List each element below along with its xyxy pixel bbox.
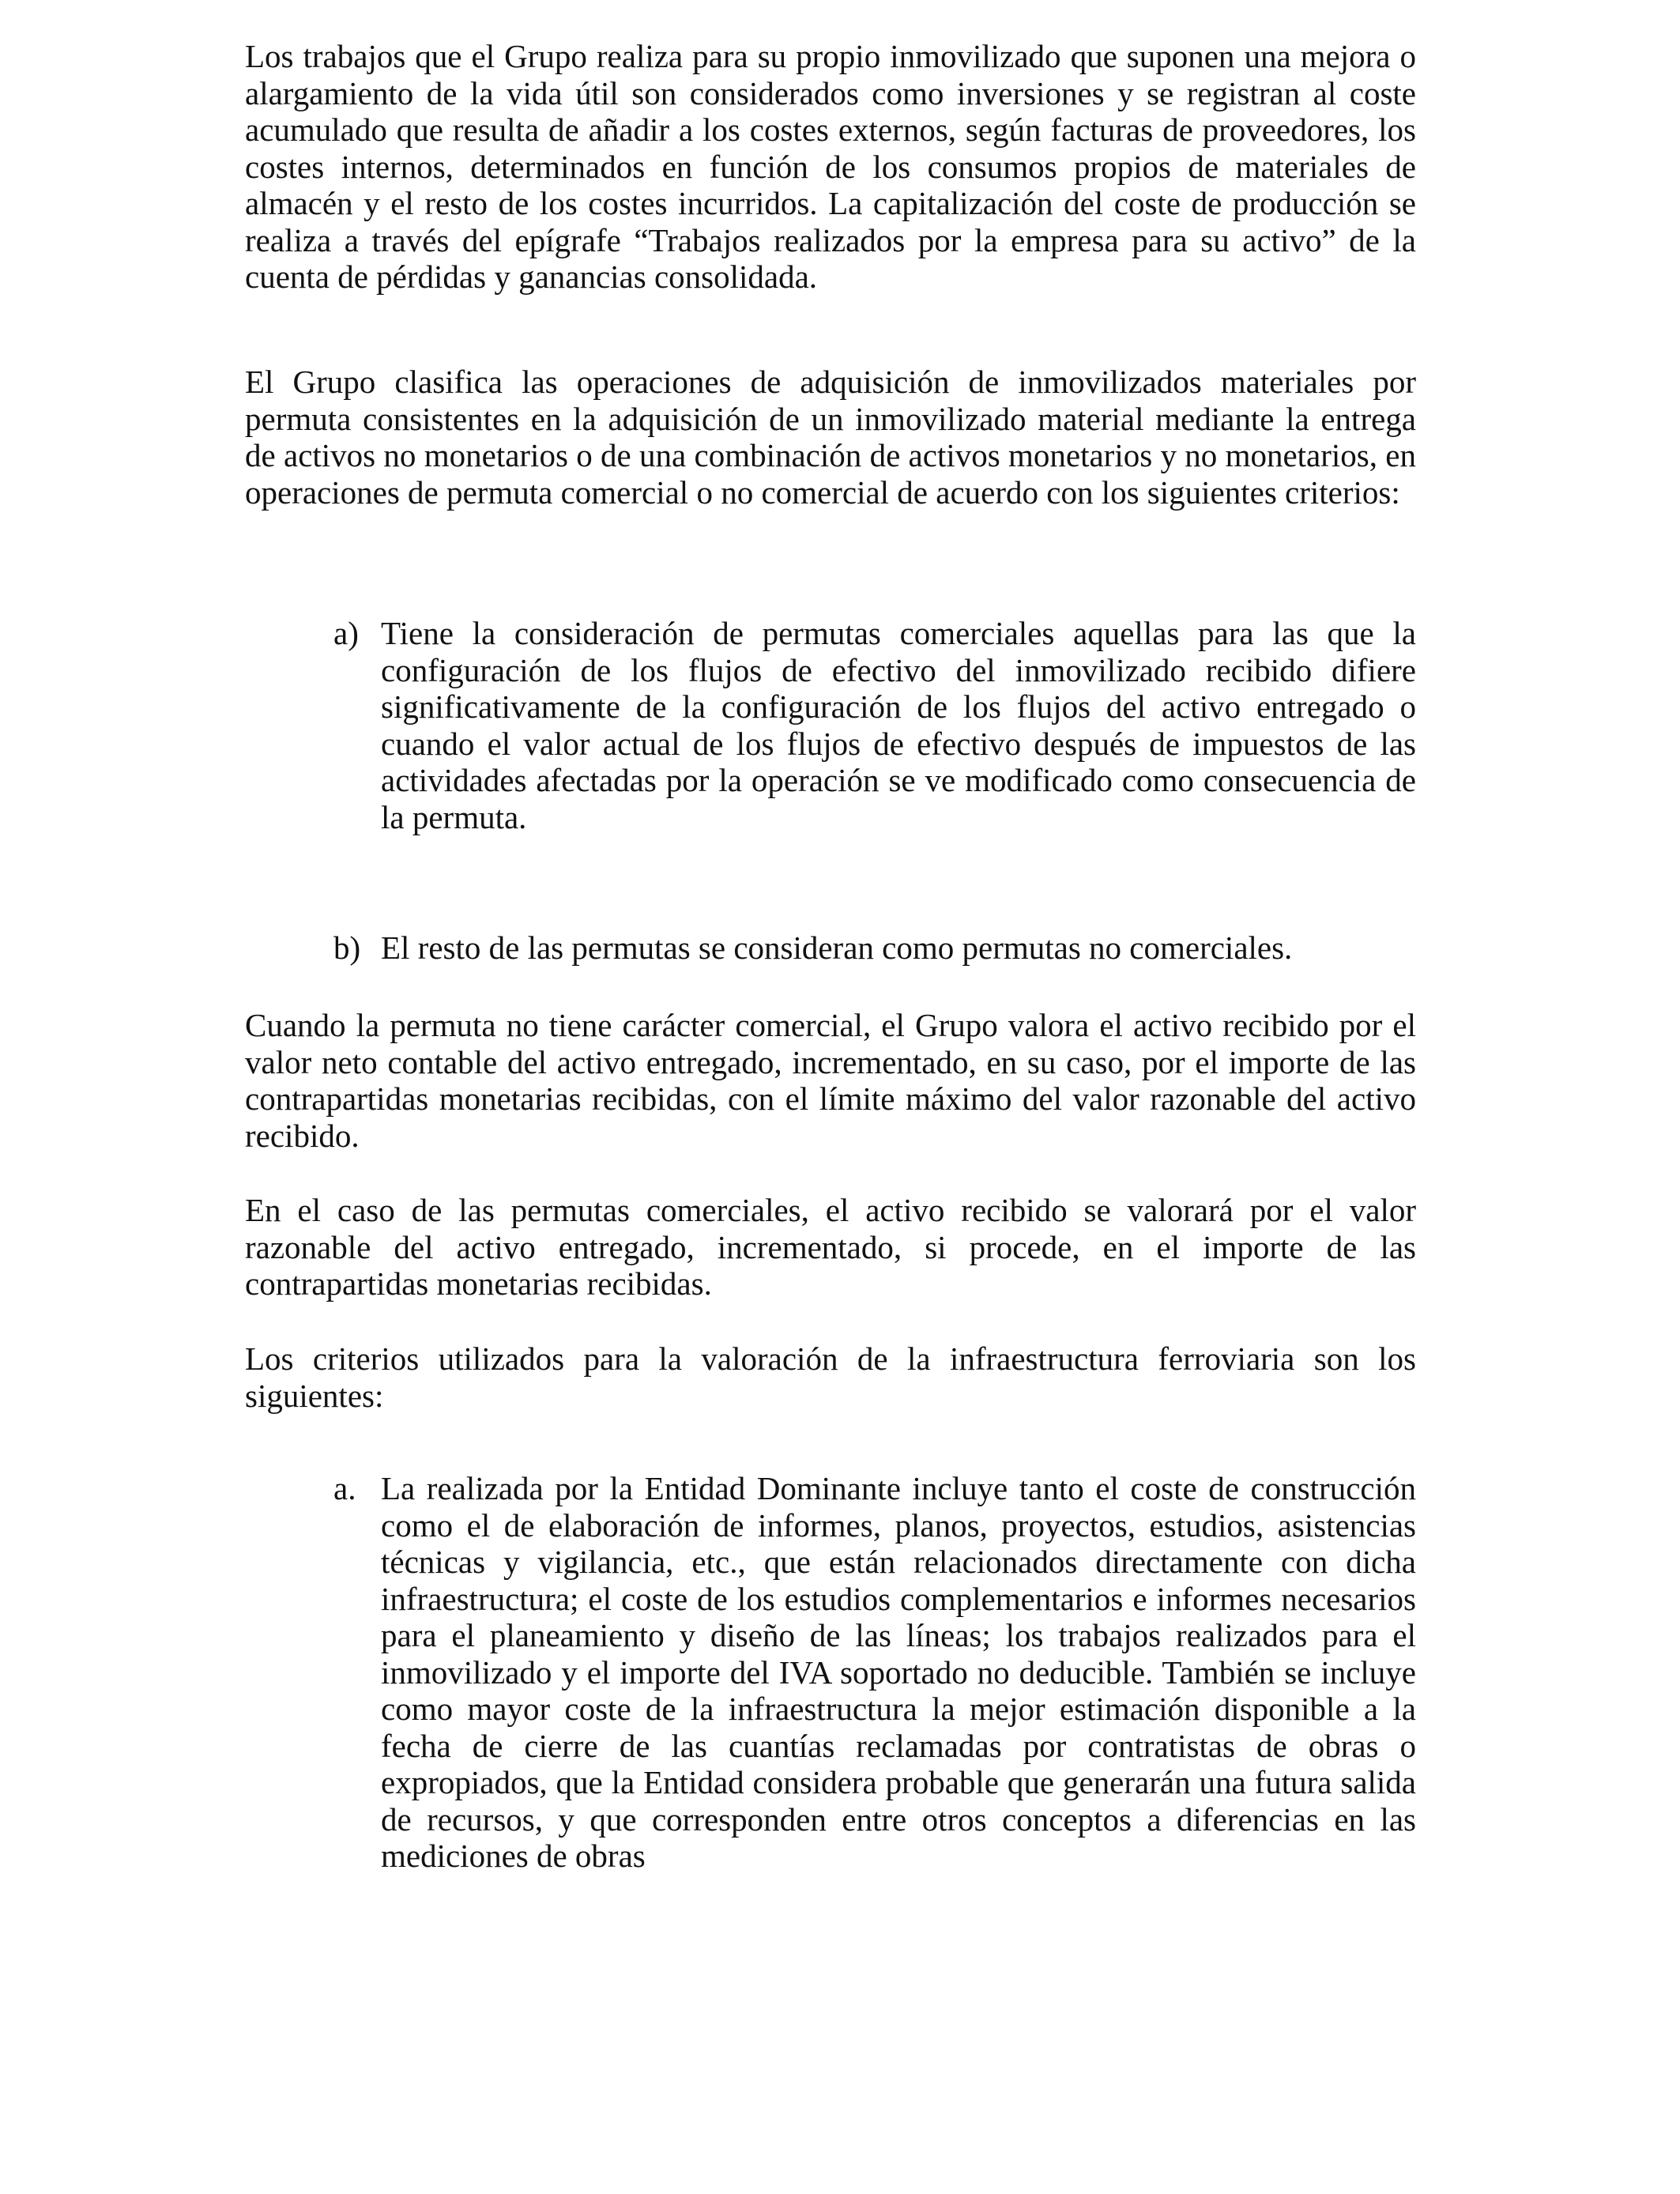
paragraph-capitalization: Los trabajos que el Grupo realiza para su propio inmovilizado que suponen una mejora o alargamiento de la vida útil son considerados como inversiones y se registran al coste acumulado que resulta de añadir a los costes externos, según facturas de proveedores, los costes internos, determinados en función de los consumos propios de materiales de almacén y el resto de los costes incurridos. La capitalización del coste de producción se realiza a través del epígrafe “Trabajos realizados por la empresa para su activo” de la cuenta de pérdidas y ganancias consolidada. (245, 38, 1416, 295)
list-item-permuta-a (333, 615, 1416, 835)
paragraph-commercial-permuta: En el caso de las permutas comerciales, el activo recibido se valorará por el valor razonable del activo entregado, incrementado, si procede, en el importe de las contrapartidas monetarias recibidas. (245, 1192, 1416, 1302)
paragraph-non-commercial-permuta: Cuando la permuta no tiene carácter comercial, el Grupo valora el activo recibido por el valor neto contable del activo entregado, incrementado, en su caso, por el importe de las contrapartidas monetarias recibidas, con el límite máximo del valor razonable del activo recibido. (245, 1007, 1416, 1154)
list-item-text: Tiene la consideración de permutas comerciales aquellas para las que la configuración de los flujos de efectivo del inmovilizado recibido difiere significativamente de la configuración de los flujos del activo entregado o cuando el valor actual de los flujos de efectivo después de impuestos de las actividades afectadas por la operación se ve modificado como consecuencia de la permuta. (381, 615, 1416, 835)
list-item-permuta-b (333, 929, 1416, 967)
paragraph-infrastructure-criteria: Los criterios utilizados para la valoración de la infraestructura ferroviaria son los siguientes: (245, 1340, 1416, 1414)
list-marker: a. (333, 1470, 356, 1506)
paragraph-permuta-classification: El Grupo clasifica las operaciones de adquisición de inmovilizados materiales por permuta consistentes en la adquisición de un inmovilizado material mediante la entrega de activos no monetarios o de una combinación de activos monetarios y no monetarios, en operaciones de permuta comercial o no comercial de acuerdo con los siguientes criterios: (245, 364, 1416, 511)
list-marker: b) (333, 929, 361, 966)
list-marker: a) (333, 615, 359, 651)
list-item-criteria-a (333, 1470, 1416, 1875)
list-item-text: La realizada por la Entidad Dominante incluye tanto el coste de construcción como el de elaboración de informes, planos, proyectos, estudios, asistencias técnicas y vigilancia, etc., que están relacionados directamente con dicha infraestructura; el coste de los estudios complementarios e informes necesarios para el planeamiento y diseño de las líneas; los trabajos realizados para el inmovilizado y el importe del IVA soportado no deducible. También se incluye como mayor coste de la infraestructura la mejor estimación disponible a la fecha de cierre de las cuantías reclamadas por contratistas de obras o expropiados, que la Entidad considera probable que generarán una futura salida de recursos, y que corresponden entre otros conceptos a diferencias en las mediciones de obras (381, 1470, 1416, 1874)
list-item-text: El resto de las permutas se consideran como permutas no comerciales. (381, 929, 1293, 966)
